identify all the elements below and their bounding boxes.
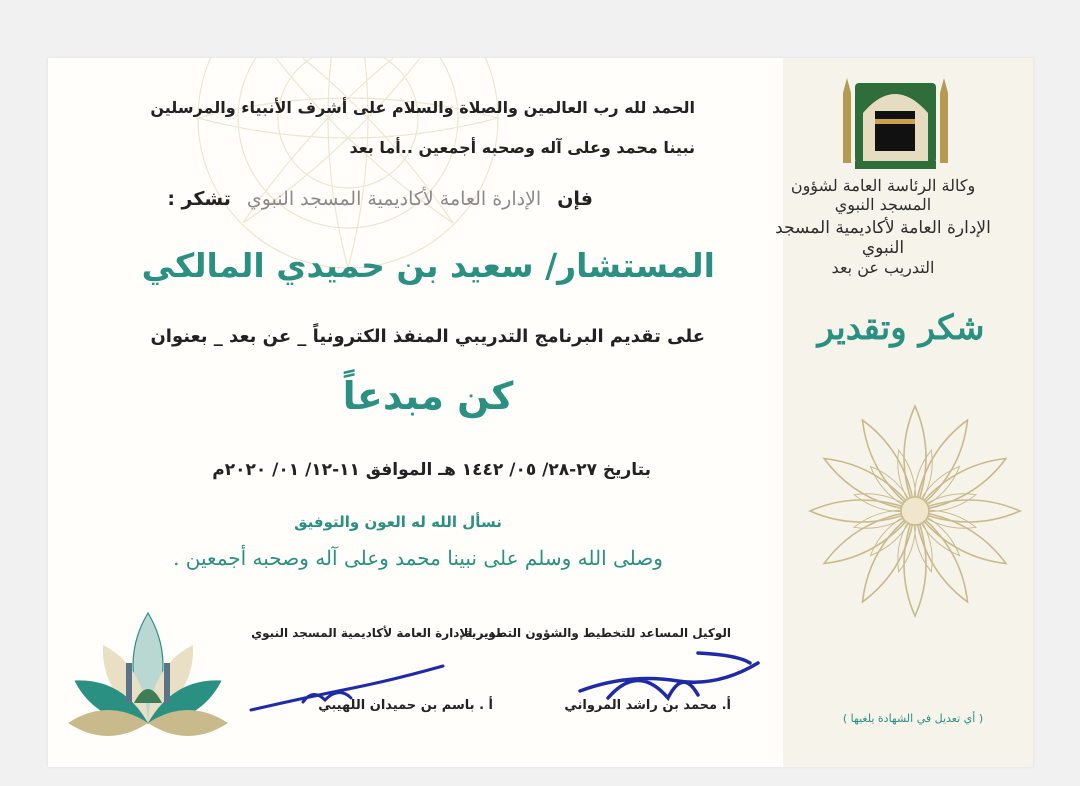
left-signatory-name: أ. محمد بن راشد المرواني <box>564 698 731 713</box>
mosque-logo-icon <box>833 73 958 173</box>
org-line-academy: الإدارة العامة لأكاديمية المسجد النبوي <box>775 218 991 258</box>
offering-line: على تقديم البرنامج التدريبي المنفذ الكترونياً _ عن بعد _ بعنوان <box>150 326 705 347</box>
disclaimer-note: ( أي تعديل في الشهادة يلغيها ) <box>842 712 984 725</box>
flower-ornament-icon <box>800 396 1030 626</box>
org-line-presidency: وكالة الرئاسة العامة لشؤون المسجد النبوي <box>790 176 976 214</box>
recipient-name: المستشار/ سعيد بن حميدي المالكي <box>141 246 715 285</box>
intro-line-2: نبينا محمد وعلى آله وصحبه أجمعين ..أما بعد <box>349 138 695 157</box>
right-signatory-name: أ . باسم بن حميدان اللهيبي <box>318 698 493 713</box>
program-title: كن مبدعاً <box>342 374 514 418</box>
left-signature-mark <box>243 658 453 718</box>
certificate <box>48 58 1033 767</box>
certificate-title: شكر وتقدير <box>817 308 985 348</box>
org-line-remote-training: التدريب عن بعد <box>831 258 935 277</box>
left-signatory-title: الوكيل المساعد للتخطيط والشؤون التطويرية <box>464 626 731 640</box>
intro-line-1: الحمد لله رب العالمين والصلاة والسلام على أشرف الأنبياء والمرسلين <box>150 98 695 117</box>
right-signatory-title: مدير الإدارة العامة لأكاديمية المسجد النبوي <box>251 626 503 640</box>
academy-name: الإدارة العامة لأكاديمية المسجد النبوي <box>246 188 542 210</box>
salawat-line: وصلى الله وسلم على نبينا محمد وعلى آله وصحبه أجمعين . <box>173 546 663 570</box>
thanks-row <box>167 188 593 210</box>
thanks-verb: تشكر : <box>167 188 231 210</box>
date-line: بتاريخ ٢٧-٢٨/ ٠٥/ ١٤٤٢ هـ الموافق ١١-١٢/ ٠١/ ٢٠٢٠م <box>212 460 651 480</box>
thanks-prefix: فإن <box>557 188 593 210</box>
mosque-flower-icon <box>48 603 248 767</box>
right-signature-mark <box>568 643 768 713</box>
prayer-line: نسأل الله له العون والتوفيق <box>294 513 502 531</box>
